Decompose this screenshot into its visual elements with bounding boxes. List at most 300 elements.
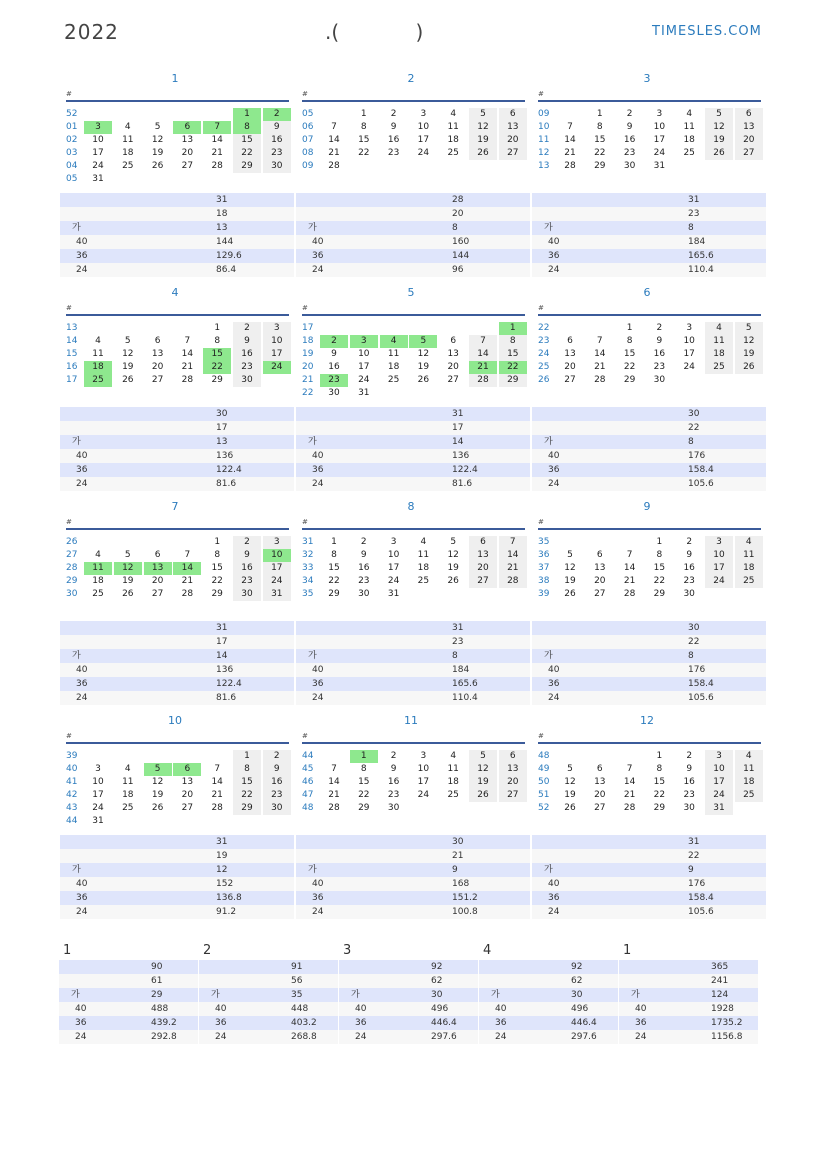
day-cell[interactable]: 20 bbox=[735, 134, 763, 147]
day-cell[interactable]: 30 bbox=[683, 803, 695, 813]
day-cell[interactable]: 6 bbox=[735, 108, 763, 121]
day-cell[interactable]: 2 bbox=[686, 751, 693, 761]
day-cell[interactable]: 14 bbox=[328, 777, 340, 787]
day-cell[interactable]: 23 bbox=[233, 575, 261, 588]
day-cell[interactable]: 2 bbox=[360, 537, 367, 547]
day-cell[interactable]: 5 bbox=[154, 122, 161, 132]
day-cell[interactable]: 3 bbox=[705, 750, 733, 763]
day-cell[interactable]: 16 bbox=[263, 776, 291, 789]
day-cell[interactable]: 2 bbox=[390, 751, 397, 761]
day-cell[interactable]: 20 bbox=[469, 562, 497, 575]
day-cell[interactable]: 20 bbox=[181, 148, 194, 158]
day-cell[interactable]: 13 bbox=[499, 763, 527, 776]
day-cell[interactable]: 17 bbox=[387, 563, 400, 573]
day-cell[interactable]: 28 bbox=[211, 161, 223, 171]
day-cell[interactable]: 10 bbox=[705, 763, 733, 776]
day-cell[interactable]: 19 bbox=[417, 362, 430, 372]
day-cell[interactable]: 12 bbox=[705, 121, 733, 134]
day-cell[interactable]: 4 bbox=[735, 536, 763, 549]
day-cell[interactable]: 24 bbox=[417, 148, 430, 158]
day-cell[interactable]: 9 bbox=[686, 550, 693, 560]
day-cell[interactable]: 14 bbox=[564, 135, 576, 145]
day-cell[interactable]: 8 bbox=[596, 122, 603, 132]
day-cell[interactable]: 27 bbox=[469, 575, 497, 588]
day-cell[interactable]: 24 bbox=[358, 375, 370, 385]
day-cell[interactable]: 14 bbox=[181, 349, 194, 359]
day-cell[interactable]: 2 bbox=[233, 322, 261, 335]
day-cell[interactable]: 3 bbox=[390, 537, 397, 547]
day-cell[interactable]: 6 bbox=[596, 550, 603, 560]
day-cell[interactable]: 17 bbox=[417, 135, 430, 145]
day-cell[interactable]: 17 bbox=[263, 562, 291, 575]
day-cell[interactable]: 22 bbox=[623, 362, 636, 372]
day-cell[interactable]: 26 bbox=[705, 147, 733, 160]
day-cell[interactable]: 18 bbox=[387, 362, 400, 372]
day-cell[interactable]: 26 bbox=[122, 375, 134, 385]
day-cell[interactable]: 1 bbox=[350, 750, 378, 763]
day-cell[interactable]: 14 bbox=[173, 562, 201, 575]
day-cell[interactable]: 12 bbox=[564, 777, 576, 787]
day-cell[interactable]: 3 bbox=[420, 751, 427, 761]
day-cell[interactable]: 3 bbox=[686, 323, 693, 333]
day-cell[interactable]: 13 bbox=[564, 349, 576, 359]
day-cell[interactable]: 29 bbox=[328, 589, 340, 599]
day-cell[interactable]: 10 bbox=[92, 777, 104, 787]
day-cell[interactable]: 7 bbox=[499, 536, 527, 549]
day-cell[interactable]: 17 bbox=[92, 148, 104, 158]
day-cell[interactable]: 24 bbox=[705, 789, 733, 802]
day-cell[interactable]: 19 bbox=[151, 790, 164, 800]
day-cell[interactable]: 7 bbox=[184, 550, 191, 560]
day-cell[interactable]: 11 bbox=[447, 122, 459, 132]
day-cell[interactable]: 27 bbox=[499, 147, 527, 160]
day-cell[interactable]: 16 bbox=[683, 563, 695, 573]
day-cell[interactable]: 2 bbox=[686, 537, 693, 547]
day-cell[interactable]: 29 bbox=[499, 374, 527, 387]
day-cell[interactable]: 29 bbox=[233, 160, 261, 173]
day-cell[interactable]: 11 bbox=[122, 777, 134, 787]
day-cell[interactable]: 27 bbox=[181, 161, 194, 171]
day-cell[interactable]: 9 bbox=[656, 336, 663, 346]
day-cell[interactable]: 25 bbox=[122, 803, 134, 813]
day-cell[interactable]: 5 bbox=[450, 537, 457, 547]
day-cell[interactable]: 22 bbox=[328, 576, 340, 586]
day-cell[interactable]: 7 bbox=[331, 122, 337, 132]
day-cell[interactable]: 27 bbox=[447, 375, 459, 385]
day-cell[interactable]: 16 bbox=[387, 135, 400, 145]
day-cell[interactable]: 24 bbox=[263, 575, 291, 588]
day-cell[interactable]: 29 bbox=[358, 803, 370, 813]
day-cell[interactable]: 18 bbox=[705, 348, 733, 361]
day-cell[interactable]: 17 bbox=[417, 777, 430, 787]
day-cell[interactable]: 6 bbox=[154, 550, 161, 560]
day-cell[interactable]: 6 bbox=[499, 108, 527, 121]
day-cell[interactable]: 14 bbox=[623, 563, 636, 573]
day-cell[interactable]: 6 bbox=[596, 764, 603, 774]
day-cell[interactable]: 29 bbox=[211, 375, 223, 385]
day-cell[interactable]: 19 bbox=[151, 148, 164, 158]
day-cell[interactable]: 30 bbox=[233, 588, 261, 601]
day-cell[interactable]: 23 bbox=[683, 790, 695, 800]
day-cell[interactable]: 3 bbox=[263, 536, 291, 549]
day-cell[interactable]: 10 bbox=[263, 549, 291, 562]
day-cell[interactable]: 31 bbox=[92, 816, 104, 826]
day-cell[interactable]: 19 bbox=[122, 362, 134, 372]
day-cell[interactable]: 14 bbox=[328, 135, 340, 145]
day-cell[interactable]: 11 bbox=[447, 764, 459, 774]
day-cell[interactable]: 6 bbox=[469, 536, 497, 549]
day-cell[interactable]: 21 bbox=[594, 362, 606, 372]
day-cell[interactable]: 27 bbox=[151, 375, 164, 385]
day-cell[interactable]: 15 bbox=[653, 563, 666, 573]
day-cell[interactable]: 15 bbox=[211, 563, 223, 573]
day-cell[interactable]: 15 bbox=[594, 135, 606, 145]
day-cell[interactable]: 16 bbox=[233, 348, 261, 361]
day-cell[interactable]: 24 bbox=[92, 803, 104, 813]
day-cell[interactable]: 1 bbox=[233, 750, 261, 763]
day-cell[interactable]: 7 bbox=[626, 550, 633, 560]
day-cell[interactable]: 7 bbox=[203, 121, 231, 134]
day-cell[interactable]: 15 bbox=[358, 135, 370, 145]
day-cell[interactable]: 26 bbox=[151, 161, 164, 171]
day-cell[interactable]: 22 bbox=[233, 789, 261, 802]
day-cell[interactable]: 9 bbox=[686, 764, 693, 774]
day-cell[interactable]: 25 bbox=[447, 790, 459, 800]
day-cell[interactable]: 10 bbox=[387, 550, 400, 560]
day-cell[interactable]: 25 bbox=[387, 375, 400, 385]
day-cell[interactable]: 31 bbox=[358, 388, 370, 398]
day-cell[interactable]: 27 bbox=[735, 147, 763, 160]
day-cell[interactable]: 29 bbox=[233, 802, 261, 815]
day-cell[interactable]: 22 bbox=[653, 790, 666, 800]
day-cell[interactable]: 25 bbox=[122, 161, 134, 171]
day-cell[interactable]: 25 bbox=[417, 576, 430, 586]
day-cell[interactable]: 11 bbox=[122, 135, 134, 145]
day-cell[interactable]: 28 bbox=[469, 374, 497, 387]
day-cell[interactable]: 5 bbox=[409, 335, 437, 348]
day-cell[interactable]: 4 bbox=[124, 122, 131, 132]
day-cell[interactable]: 24 bbox=[653, 148, 666, 158]
day-cell[interactable]: 3 bbox=[350, 335, 378, 348]
day-cell[interactable]: 22 bbox=[211, 576, 223, 586]
day-cell[interactable]: 1 bbox=[214, 323, 221, 333]
day-cell[interactable]: 29 bbox=[211, 589, 223, 599]
day-cell[interactable]: 28 bbox=[623, 589, 636, 599]
day-cell[interactable]: 9 bbox=[626, 122, 633, 132]
day-cell[interactable]: 10 bbox=[92, 135, 104, 145]
day-cell[interactable]: 10 bbox=[358, 349, 370, 359]
day-cell[interactable]: 9 bbox=[390, 764, 397, 774]
day-cell[interactable]: 15 bbox=[203, 348, 231, 361]
day-cell[interactable]: 12 bbox=[151, 135, 164, 145]
day-cell[interactable]: 13 bbox=[447, 349, 459, 359]
day-cell[interactable]: 28 bbox=[211, 803, 223, 813]
day-cell[interactable]: 15 bbox=[653, 777, 666, 787]
day-cell[interactable]: 22 bbox=[358, 148, 370, 158]
day-cell[interactable]: 28 bbox=[594, 375, 606, 385]
day-cell[interactable]: 31 bbox=[263, 588, 291, 601]
day-cell[interactable]: 17 bbox=[705, 562, 733, 575]
day-cell[interactable]: 1 bbox=[331, 537, 337, 547]
day-cell[interactable]: 2 bbox=[656, 323, 663, 333]
day-cell[interactable]: 23 bbox=[233, 361, 261, 374]
day-cell[interactable]: 19 bbox=[447, 563, 459, 573]
day-cell[interactable]: 10 bbox=[417, 122, 430, 132]
day-cell[interactable]: 2 bbox=[626, 109, 633, 119]
day-cell[interactable]: 18 bbox=[447, 777, 459, 787]
day-cell[interactable]: 19 bbox=[469, 776, 497, 789]
day-cell[interactable]: 13 bbox=[151, 349, 164, 359]
day-cell[interactable]: 9 bbox=[263, 763, 291, 776]
day-cell[interactable]: 8 bbox=[626, 336, 633, 346]
day-cell[interactable]: 26 bbox=[151, 803, 164, 813]
day-cell[interactable]: 26 bbox=[735, 361, 763, 374]
day-cell[interactable]: 21 bbox=[211, 148, 223, 158]
day-cell[interactable]: 19 bbox=[469, 134, 497, 147]
day-cell[interactable]: 19 bbox=[564, 790, 576, 800]
day-cell[interactable]: 28 bbox=[623, 803, 636, 813]
day-cell[interactable]: 6 bbox=[567, 336, 573, 346]
day-cell[interactable]: 21 bbox=[564, 148, 576, 158]
day-cell[interactable]: 24 bbox=[387, 576, 400, 586]
day-cell[interactable]: 24 bbox=[417, 790, 430, 800]
day-cell[interactable]: 7 bbox=[184, 336, 191, 346]
day-cell[interactable]: 8 bbox=[499, 335, 527, 348]
day-cell[interactable]: 5 bbox=[144, 763, 172, 776]
day-cell[interactable]: 27 bbox=[181, 803, 194, 813]
day-cell[interactable]: 12 bbox=[447, 550, 459, 560]
day-cell[interactable]: 5 bbox=[124, 336, 131, 346]
site-logo[interactable]: TIMESLES.COM bbox=[652, 24, 762, 39]
day-cell[interactable]: 6 bbox=[173, 763, 201, 776]
day-cell[interactable]: 3 bbox=[263, 322, 291, 335]
day-cell[interactable]: 1 bbox=[596, 109, 603, 119]
day-cell[interactable]: 20 bbox=[594, 790, 606, 800]
day-cell[interactable]: 30 bbox=[233, 374, 261, 387]
day-cell[interactable]: 3 bbox=[705, 536, 733, 549]
day-cell[interactable]: 10 bbox=[263, 335, 291, 348]
day-cell[interactable]: 19 bbox=[705, 134, 733, 147]
day-cell[interactable]: 21 bbox=[328, 790, 340, 800]
day-cell[interactable]: 3 bbox=[420, 109, 427, 119]
day-cell[interactable]: 5 bbox=[469, 108, 497, 121]
day-cell[interactable]: 21 bbox=[469, 361, 497, 374]
day-cell[interactable]: 2 bbox=[263, 750, 291, 763]
day-cell[interactable]: 14 bbox=[469, 348, 497, 361]
day-cell[interactable]: 27 bbox=[594, 803, 606, 813]
day-cell[interactable]: 10 bbox=[417, 764, 430, 774]
day-cell[interactable]: 8 bbox=[331, 550, 337, 560]
day-cell[interactable]: 28 bbox=[181, 589, 194, 599]
day-cell[interactable]: 10 bbox=[683, 336, 695, 346]
day-cell[interactable]: 13 bbox=[594, 563, 606, 573]
day-cell[interactable]: 18 bbox=[92, 576, 104, 586]
day-cell[interactable]: 26 bbox=[447, 576, 459, 586]
day-cell[interactable]: 25 bbox=[447, 148, 459, 158]
day-cell[interactable]: 21 bbox=[623, 576, 636, 586]
day-cell[interactable]: 15 bbox=[328, 563, 340, 573]
day-cell[interactable]: 11 bbox=[92, 349, 104, 359]
day-cell[interactable]: 23 bbox=[320, 374, 348, 387]
day-cell[interactable]: 28 bbox=[181, 375, 194, 385]
day-cell[interactable]: 18 bbox=[735, 776, 763, 789]
day-cell[interactable]: 18 bbox=[683, 135, 695, 145]
day-cell[interactable]: 9 bbox=[233, 335, 261, 348]
day-cell[interactable]: 22 bbox=[499, 361, 527, 374]
day-cell[interactable]: 30 bbox=[683, 589, 695, 599]
day-cell[interactable]: 29 bbox=[653, 589, 666, 599]
day-cell[interactable]: 8 bbox=[214, 336, 221, 346]
day-cell[interactable]: 26 bbox=[564, 803, 576, 813]
day-cell[interactable]: 23 bbox=[683, 576, 695, 586]
day-cell[interactable]: 8 bbox=[233, 763, 261, 776]
day-cell[interactable]: 20 bbox=[151, 362, 164, 372]
day-cell[interactable]: 30 bbox=[653, 375, 666, 385]
day-cell[interactable]: 30 bbox=[387, 803, 400, 813]
day-cell[interactable]: 5 bbox=[735, 322, 763, 335]
day-cell[interactable]: 5 bbox=[469, 750, 497, 763]
day-cell[interactable]: 18 bbox=[84, 361, 112, 374]
day-cell[interactable]: 4 bbox=[450, 751, 457, 761]
day-cell[interactable]: 11 bbox=[387, 349, 400, 359]
day-cell[interactable]: 1 bbox=[656, 751, 663, 761]
day-cell[interactable]: 14 bbox=[623, 777, 636, 787]
day-cell[interactable]: 12 bbox=[417, 349, 430, 359]
day-cell[interactable]: 1 bbox=[214, 537, 221, 547]
day-cell[interactable]: 6 bbox=[499, 750, 527, 763]
day-cell[interactable]: 12 bbox=[564, 563, 576, 573]
day-cell[interactable]: 4 bbox=[705, 322, 733, 335]
day-cell[interactable]: 11 bbox=[417, 550, 430, 560]
day-cell[interactable]: 20 bbox=[151, 576, 164, 586]
day-cell[interactable]: 13 bbox=[469, 549, 497, 562]
day-cell[interactable]: 28 bbox=[328, 161, 340, 171]
day-cell[interactable]: 15 bbox=[499, 348, 527, 361]
day-cell[interactable]: 19 bbox=[122, 576, 134, 586]
day-cell[interactable]: 2 bbox=[263, 108, 291, 121]
day-cell[interactable]: 9 bbox=[233, 549, 261, 562]
day-cell[interactable]: 30 bbox=[328, 388, 340, 398]
day-cell[interactable]: 18 bbox=[447, 135, 459, 145]
day-cell[interactable]: 21 bbox=[211, 790, 223, 800]
day-cell[interactable]: 13 bbox=[144, 562, 172, 575]
day-cell[interactable]: 28 bbox=[499, 575, 527, 588]
day-cell[interactable]: 10 bbox=[653, 122, 666, 132]
day-cell[interactable]: 10 bbox=[705, 549, 733, 562]
day-cell[interactable]: 16 bbox=[233, 562, 261, 575]
day-cell[interactable]: 24 bbox=[92, 161, 104, 171]
day-cell[interactable]: 16 bbox=[387, 777, 400, 787]
day-cell[interactable]: 3 bbox=[95, 764, 101, 774]
day-cell[interactable]: 26 bbox=[469, 789, 497, 802]
day-cell[interactable]: 4 bbox=[95, 336, 101, 346]
day-cell[interactable]: 26 bbox=[417, 375, 430, 385]
day-cell[interactable]: 12 bbox=[469, 121, 497, 134]
day-cell[interactable]: 21 bbox=[181, 362, 194, 372]
day-cell[interactable]: 23 bbox=[263, 789, 291, 802]
day-cell[interactable]: 6 bbox=[450, 336, 457, 346]
day-cell[interactable]: 9 bbox=[360, 550, 367, 560]
day-cell[interactable]: 8 bbox=[360, 122, 367, 132]
day-cell[interactable]: 19 bbox=[735, 348, 763, 361]
day-cell[interactable]: 25 bbox=[735, 789, 763, 802]
day-cell[interactable]: 13 bbox=[735, 121, 763, 134]
day-cell[interactable]: 7 bbox=[331, 764, 337, 774]
day-cell[interactable]: 27 bbox=[564, 375, 576, 385]
day-cell[interactable]: 12 bbox=[735, 335, 763, 348]
day-cell[interactable]: 5 bbox=[124, 550, 131, 560]
day-cell[interactable]: 15 bbox=[623, 349, 636, 359]
day-cell[interactable]: 29 bbox=[594, 161, 606, 171]
day-cell[interactable]: 1 bbox=[626, 323, 633, 333]
day-cell[interactable]: 7 bbox=[567, 122, 573, 132]
day-cell[interactable]: 20 bbox=[447, 362, 459, 372]
day-cell[interactable]: 18 bbox=[122, 148, 134, 158]
day-cell[interactable]: 25 bbox=[735, 575, 763, 588]
day-cell[interactable]: 24 bbox=[263, 361, 291, 374]
day-cell[interactable]: 11 bbox=[735, 763, 763, 776]
day-cell[interactable]: 12 bbox=[469, 763, 497, 776]
day-cell[interactable]: 5 bbox=[567, 550, 573, 560]
day-cell[interactable]: 12 bbox=[151, 777, 164, 787]
day-cell[interactable]: 31 bbox=[387, 589, 400, 599]
day-cell[interactable]: 3 bbox=[84, 121, 112, 134]
day-cell[interactable]: 13 bbox=[181, 135, 194, 145]
day-cell[interactable]: 26 bbox=[564, 589, 576, 599]
day-cell[interactable]: 7 bbox=[214, 764, 221, 774]
day-cell[interactable]: 16 bbox=[358, 563, 370, 573]
day-cell[interactable]: 30 bbox=[263, 160, 291, 173]
day-cell[interactable]: 27 bbox=[499, 789, 527, 802]
day-cell[interactable]: 13 bbox=[181, 777, 194, 787]
day-cell[interactable]: 28 bbox=[328, 803, 340, 813]
day-cell[interactable]: 23 bbox=[263, 147, 291, 160]
day-cell[interactable]: 4 bbox=[735, 750, 763, 763]
day-cell[interactable]: 12 bbox=[114, 562, 142, 575]
day-cell[interactable]: 15 bbox=[233, 776, 261, 789]
day-cell[interactable]: 26 bbox=[122, 589, 134, 599]
day-cell[interactable]: 27 bbox=[594, 589, 606, 599]
day-cell[interactable]: 24 bbox=[683, 362, 695, 372]
day-cell[interactable]: 22 bbox=[594, 148, 606, 158]
day-cell[interactable]: 14 bbox=[499, 549, 527, 562]
day-cell[interactable]: 2 bbox=[233, 536, 261, 549]
day-cell[interactable]: 23 bbox=[387, 148, 400, 158]
day-cell[interactable]: 11 bbox=[705, 335, 733, 348]
day-cell[interactable]: 25 bbox=[84, 374, 112, 387]
day-cell[interactable]: 5 bbox=[705, 108, 733, 121]
day-cell[interactable]: 2 bbox=[320, 335, 348, 348]
day-cell[interactable]: 16 bbox=[328, 362, 340, 372]
day-cell[interactable]: 14 bbox=[211, 777, 223, 787]
day-cell[interactable]: 15 bbox=[233, 134, 261, 147]
day-cell[interactable]: 8 bbox=[214, 550, 221, 560]
day-cell[interactable]: 1 bbox=[499, 322, 527, 335]
day-cell[interactable]: 31 bbox=[653, 161, 666, 171]
day-cell[interactable]: 21 bbox=[623, 790, 636, 800]
day-cell[interactable]: 30 bbox=[358, 589, 370, 599]
day-cell[interactable]: 13 bbox=[594, 777, 606, 787]
day-cell[interactable]: 6 bbox=[154, 336, 161, 346]
day-cell[interactable]: 8 bbox=[656, 764, 663, 774]
day-cell[interactable]: 11 bbox=[735, 549, 763, 562]
day-cell[interactable]: 3 bbox=[656, 109, 663, 119]
day-cell[interactable]: 17 bbox=[263, 348, 291, 361]
day-cell[interactable]: 21 bbox=[328, 148, 340, 158]
day-cell[interactable]: 12 bbox=[122, 349, 134, 359]
day-cell[interactable]: 17 bbox=[653, 135, 666, 145]
day-cell[interactable]: 4 bbox=[450, 109, 457, 119]
